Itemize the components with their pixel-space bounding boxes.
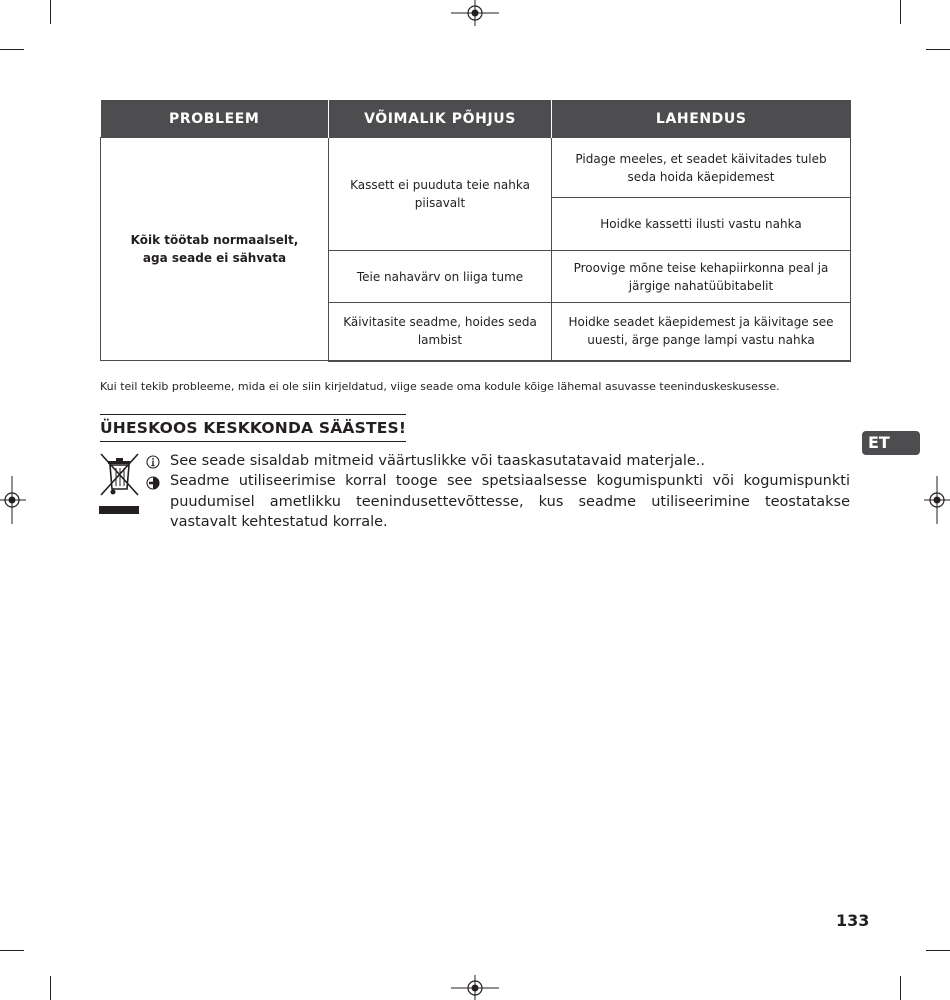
registration-mark-icon <box>451 975 499 1000</box>
crop-mark <box>926 49 950 50</box>
crop-mark <box>900 976 901 1000</box>
cause-cell: Teie nahavärv on liiga tume <box>329 251 552 303</box>
crop-mark <box>0 950 24 951</box>
crossed-bin-icon <box>99 452 141 516</box>
table-row <box>101 138 851 198</box>
header-cause: VÕIMALIK PÕHJUS <box>329 100 552 138</box>
section-title: ÜHESKOOS KESKKONDA SÄÄSTES! <box>100 414 406 442</box>
registration-mark-icon <box>451 0 499 26</box>
registration-mark-icon <box>924 476 950 524</box>
solution-cell: Hoidke kassetti ilusti vastu nahka <box>552 198 851 251</box>
recyclable-text: See seade sisaldab mitmeid väärtuslikke või taaskasutatavaid materjale.. <box>170 453 706 469</box>
crop-mark <box>926 950 950 951</box>
arrow-right-icon <box>146 476 160 490</box>
troubleshooting-table <box>100 100 851 362</box>
crop-mark <box>50 976 51 1000</box>
solution-cell: Proovige mõne teise kehapiirkonna peal ja järgige nahatüübitabelit <box>552 251 851 303</box>
cause-cell: Kassett ei puuduta teie nahka piisavalt <box>329 138 552 251</box>
solution-cell: Hoidke seadet käepidemest ja käivitage see uuesti, ärge pange lampi vastu nahka <box>552 303 851 361</box>
crop-mark <box>900 0 901 24</box>
service-note: Kui teil tekib probleeme, mida ei ole siin kirjeldatud, viige seade oma kodule kõige lähemal asuvasse teeninduskeskusesse. <box>100 380 780 393</box>
crop-mark <box>50 0 51 24</box>
header-problem: PROBLEEM <box>101 100 329 138</box>
page-number: 133 <box>836 911 870 930</box>
problem-cell: Kõik töötab normaalselt, aga seade ei sähvata <box>101 138 329 361</box>
table-header-row <box>101 100 851 138</box>
info-icon <box>146 455 160 469</box>
header-solution: LAHENDUS <box>552 100 851 138</box>
solution-cell: Pidage meeles, et seadet käivitades tuleb seda hoida käepidemest <box>552 138 851 198</box>
language-tab: ET <box>862 431 920 455</box>
crop-mark <box>0 49 24 50</box>
disposal-text: Seadme utiliseerimise korral tooge see spetsiaalsesse kogumispunkti või kogumispunkti puudumisel ametlikku teenindusettevõttesse, kus seadme utiliseerimine teostatakse vastavalt kehtestatud korrale. <box>170 473 850 530</box>
cause-cell: Käivitasite seadme, hoides seda lambist <box>329 303 552 361</box>
registration-mark-icon <box>0 476 26 524</box>
